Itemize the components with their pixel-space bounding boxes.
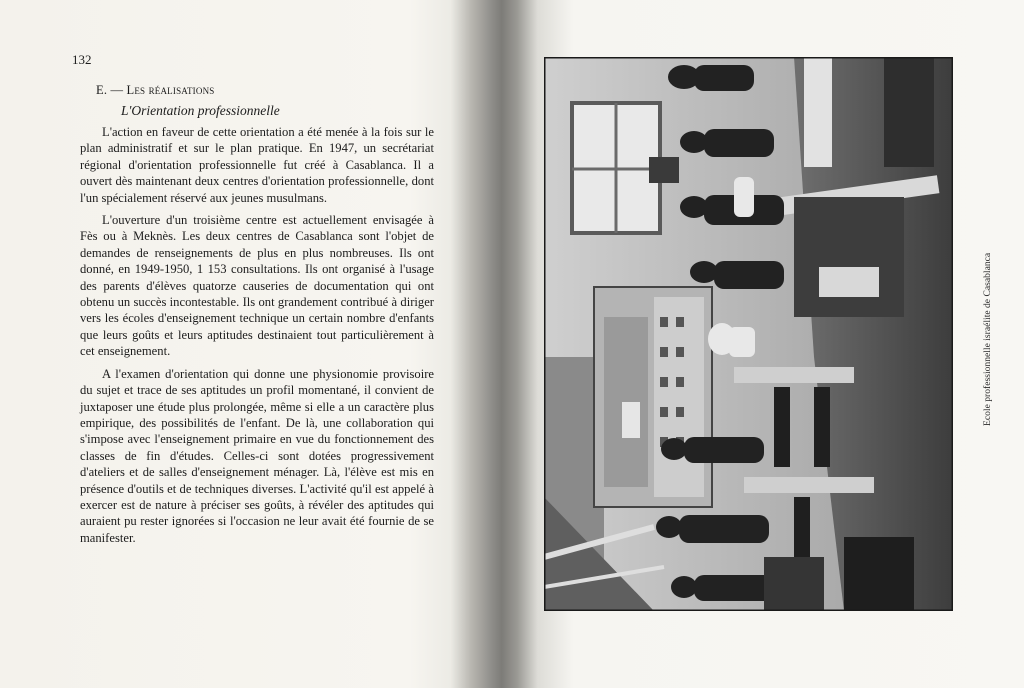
body-text <box>80 124 434 552</box>
sub-heading: L'Orientation professionnelle <box>121 103 280 118</box>
photo-caption: Ecole professionnelle israélite de Casablanca <box>982 252 993 426</box>
page-number: 132 <box>72 52 92 67</box>
workshop-photo <box>544 57 953 611</box>
workshop-photo-image <box>544 57 953 611</box>
paragraph-3: A l'examen d'orientation qui donne une physionomie provisoire du sujet et trace de ses aptitudes un profil momentané, il convient de juxtaposer une étude plus prolongée, même si elle a un caractère plus empirique, des possibilités de l'enfant. De là, une collaboration qui s'impose avec l'enseignement primaire en vue du fonctionnement des classes de fin d'études. Celles-ci sont dotées progressivement d'ateliers et de salles d'enseignement ménager. Là, l'élève est mis en présence d'outils et de techniques diverses. L'activité qu'il est appelé à exercer est de nature à préciser ses goûts, à révéler des aptitudes qui auraient pu rester ignorées si l'occasion ne leur avait été fournie de se manifester. <box>80 366 434 545</box>
left-page <box>0 0 475 688</box>
paragraph-1: L'action en faveur de cette orientation a été menée à la fois sur le plan administratif et sur le plan pratique. En 1947, un secrétariat régional d'orientation professionnelle fut créé à Casablanca. Il a ouvert dès maintenant deux centres d'orientation professionnelle, dont l'un spécialement réservé aux jeunes musulmans. <box>80 125 434 205</box>
paragraph-2: L'ouverture d'un troisième centre est actuellement envisagée à Fès ou à Meknès. Les deux centres de Casablanca sont l'objet de demandes de renseignements de plus en plus nombreuses. Ils ont donné, en 1949-1950, 1 153 consultations. Ils ont organisé à l'usage des parents d'élèves quatorze causeries de documentation qui ont obtenu un succès incontestable. Ils ont grandement contribué à diriger vers les écoles d'enseignement technique un certain nombre d'enfants que leurs goûts et leurs aptitudes destinaient tout particulièrement à cet enseignement. <box>80 213 434 359</box>
section-heading: E. — Les réalisations <box>96 83 215 97</box>
